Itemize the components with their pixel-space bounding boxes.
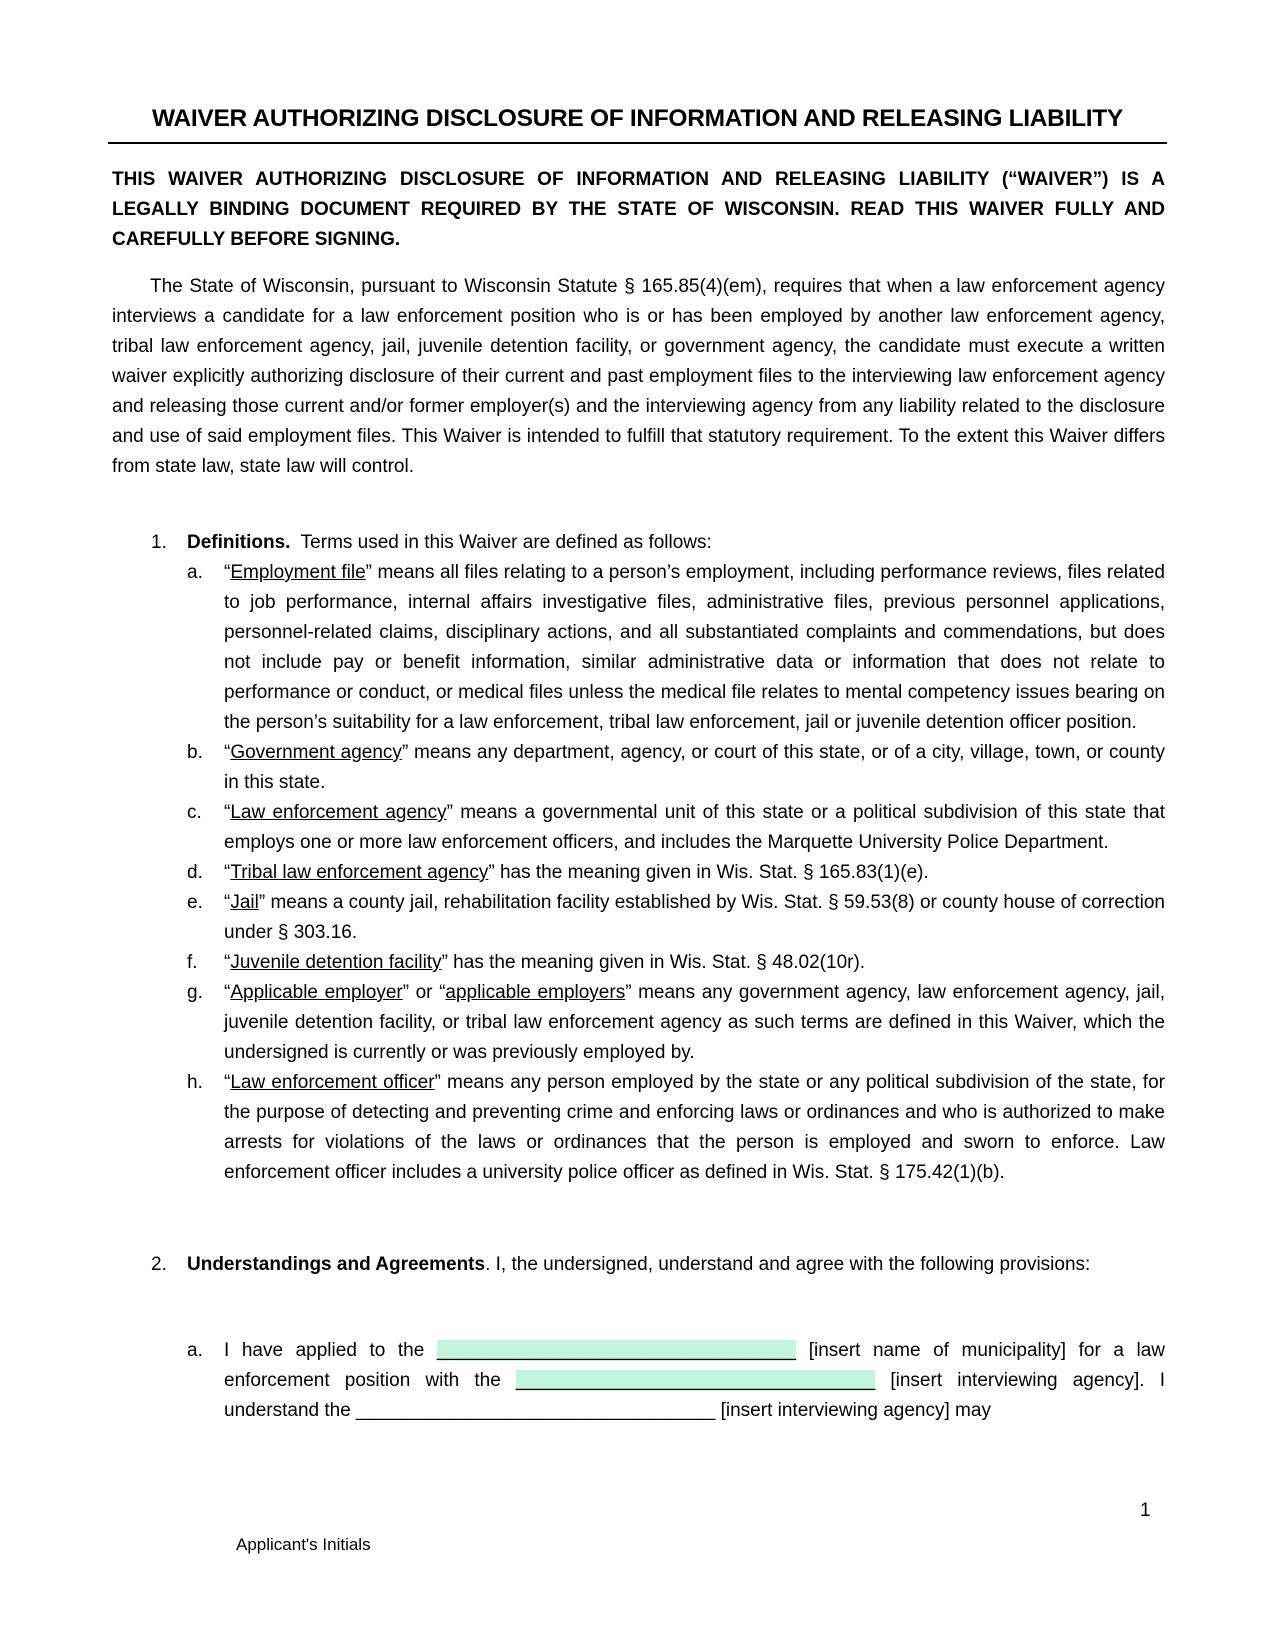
defined-term: applicable employers [445, 982, 626, 1003]
item-letter: e. [187, 892, 203, 913]
defined-term: Law enforcement officer [230, 1072, 435, 1093]
item-letter: a. [187, 1340, 203, 1361]
item-letter: g. [187, 982, 203, 1003]
intro-warning: THIS WAIVER AUTHORIZING DISCLOSURE OF INFORMATION AND RELEASING LIABILITY (“WAIVER”) IS A LEGALLY BINDING DOCUMENT REQUIRED BY THE STATE OF WISCONSIN. READ THIS WAIVER FULLY AND CAREFULLY BEFORE SIGNING. [112, 169, 1165, 250]
item-letter: c. [187, 802, 202, 823]
section-number: 2. [151, 1254, 167, 1275]
definition-item: h. “Law enforcement officer” means any person employed by the state or any political subdivision of the state, for the purpose of detecting and preventing crime and enforcing laws or ordinances and who is authorized to make arrests for violations of the laws or ordinances that the person is employed and sworn to enforce. Law enforcement officer includes a university police officer as defined in Wis. Stat. § 175.42(1)(b). [112, 1068, 1165, 1188]
section-understandings [112, 1250, 1165, 1280]
definition-item: a. “Employment file” means all files relating to a person’s employment, including performance reviews, files related to job performance, internal affairs investigative files, administrative files, previous personnel applications, personnel-related claims, disciplinary actions, and all substantiated complaints and commendations, but does not include pay or benefit information, similar administrative data or information that does not relate to performance or conduct, or medical files unless the medical file relates to mental competency issues bearing on the person’s suitability for a law enforcement, tribal law enforcement, jail or juvenile detention officer position. [112, 558, 1165, 738]
agreements-list [112, 1336, 1165, 1426]
section-text: Terms used in this Waiver are defined as follows: [300, 532, 712, 553]
definition-item: f. “Juvenile detention facility” has the meaning given in Wis. Stat. § 48.02(10r). [112, 948, 1165, 978]
document-title: WAIVER AUTHORIZING DISCLOSURE OF INFORMATION AND RELEASING LIABILITY [152, 105, 1123, 132]
definitions-list [112, 558, 1165, 1188]
defined-term: Jail [230, 892, 259, 913]
definition-item: b. “Government agency” means any department, agency, or court of this state, or of a city, village, town, or county in this state. [112, 738, 1165, 798]
section-text: . I, the undersigned, understand and agree with the following provisions: [485, 1254, 1091, 1275]
section-number: 1. [151, 532, 167, 553]
interviewing-agency-blank: __________________________________ [356, 1400, 716, 1421]
definition-item: c. “Law enforcement agency” means a governmental unit of this state or a political subdivision of this state that employs one or more law enforcement officers, and includes the Marquette University Police Department. [112, 798, 1165, 858]
defined-term: Juvenile detention facility [230, 952, 442, 973]
statute-paragraph: The State of Wisconsin, pursuant to Wisconsin Statute § 165.85(4)(em), requires that when a law enforcement agency interviews a candidate for a law enforcement position who is or has been employed by another law enforcement agency, tribal law enforcement agency, jail, juvenile detention facility, or government agency, the candidate must execute a written waiver explicitly authorizing disclosure of their current and past employment files to the interviewing law enforcement agency and releasing those current and/or former employer(s) and the interviewing agency from any liability related to the disclosure and use of said employment files. This Waiver is intended to fulfill that statutory requirement. To the extent this Waiver differs from state law, state law will control. [112, 276, 1165, 477]
item-letter: d. [187, 862, 203, 883]
section-definitions [112, 528, 1165, 558]
definition-item: d. “Tribal law enforcement agency” has the meaning given in Wis. Stat. § 165.83(1)(e). [112, 858, 1165, 888]
definition-item: g. “Applicable employer” or “applicable employers” means any government agency, law enforcement agency, jail, juvenile detention facility, or tribal law enforcement agency as such terms are defined in this Waiver, which the undersigned is currently or was previously employed by. [112, 978, 1165, 1068]
section-heading: Understandings and Agreements [187, 1254, 486, 1275]
definition-item: e. “Jail” means a county jail, rehabilitation facility established by Wis. Stat. § 59.53(8) or county house of correction under § 303.16. [112, 888, 1165, 948]
section-heading: Definitions. [187, 532, 291, 553]
defined-term: Applicable employer [230, 982, 403, 1003]
page-number: 1 [1140, 1500, 1151, 1521]
defined-term: Tribal law enforcement agency [230, 862, 489, 883]
item-letter: h. [187, 1072, 203, 1093]
municipality-field[interactable]: __________________________________ [436, 1340, 797, 1361]
title-rule [108, 142, 1167, 144]
applicant-initials-label: Applicant's Initials [236, 1535, 371, 1554]
item-letter: b. [187, 742, 203, 763]
defined-term: Employment file [230, 562, 366, 583]
defined-term: Government agency [230, 742, 402, 763]
interviewing-agency-field[interactable]: __________________________________ [515, 1370, 876, 1391]
item-letter: f. [187, 952, 198, 973]
item-letter: a. [187, 562, 203, 583]
agreement-item: a. I have applied to the __________________________________ [insert name of municipality] for a law enforcement position with the __________________________________ [insert interviewing agency]. I understand the __________________________________ [insert interviewing agency] may [112, 1336, 1165, 1426]
defined-term: Law enforcement agency [230, 802, 447, 823]
